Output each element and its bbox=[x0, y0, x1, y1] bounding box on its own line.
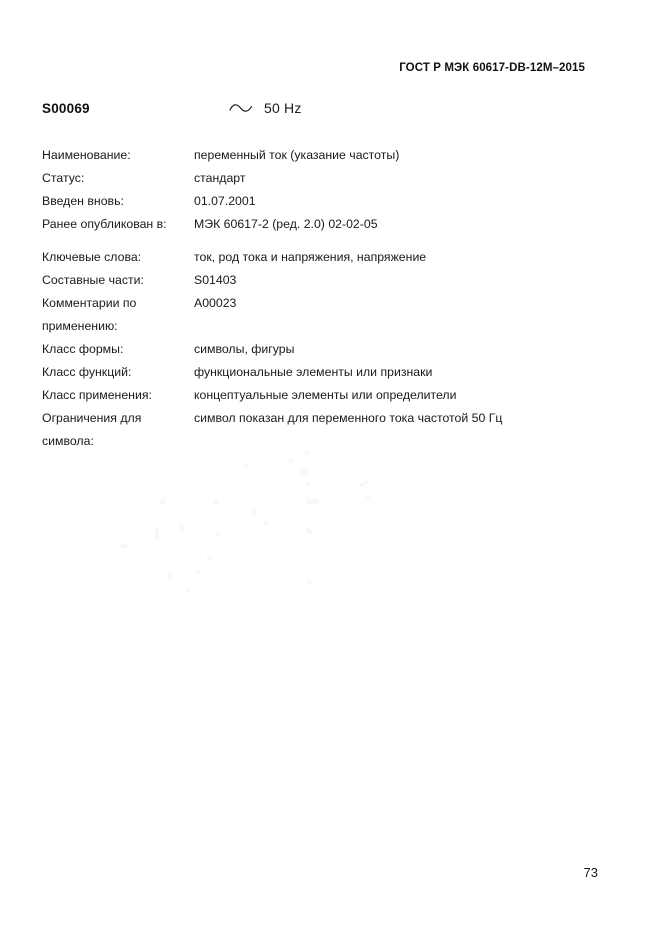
attribute-block bbox=[42, 246, 621, 453]
attribute-row bbox=[42, 361, 621, 384]
attribute-label: Введен вновь: bbox=[42, 194, 124, 208]
attribute-row bbox=[42, 430, 621, 453]
attribute-value: S01403 bbox=[194, 273, 237, 287]
attribute-row bbox=[42, 269, 621, 292]
attribute-label: Статус: bbox=[42, 171, 85, 185]
attribute-label: Ранее опубликован в: bbox=[42, 217, 167, 231]
attribute-label: Класс формы: bbox=[42, 342, 124, 356]
attribute-row bbox=[42, 190, 621, 213]
attribute-value: стандарт bbox=[194, 171, 246, 185]
ac-sine-wave-icon bbox=[229, 101, 253, 115]
attribute-row bbox=[42, 384, 621, 407]
attribute-label: Составные части: bbox=[42, 273, 144, 287]
symbol-identifier: S00069 bbox=[42, 101, 90, 116]
attribute-value: ток, род тока и напряжения, напряжение bbox=[194, 250, 427, 264]
page-number: 73 bbox=[583, 865, 598, 880]
attribute-row bbox=[42, 144, 621, 167]
attribute-value: переменный ток (указание частоты) bbox=[194, 148, 400, 162]
attribute-value: A00023 bbox=[194, 296, 237, 310]
attribute-label: символа: bbox=[42, 434, 94, 448]
attribute-label: Наименование: bbox=[42, 148, 131, 162]
attribute-row bbox=[42, 246, 621, 269]
symbol-graphic-block bbox=[229, 100, 302, 116]
attribute-value: МЭК 60617-2 (ред. 2.0) 02-02-05 bbox=[194, 217, 378, 231]
attribute-label: Класс применения: bbox=[42, 388, 152, 402]
symbol-title-row bbox=[42, 101, 601, 125]
symbol-frequency-label: 50 Hz bbox=[264, 100, 302, 116]
attribute-row bbox=[42, 338, 621, 361]
attribute-list bbox=[42, 144, 621, 453]
attribute-row bbox=[42, 213, 621, 236]
attribute-label: Ключевые слова: bbox=[42, 250, 142, 264]
attribute-label: Ограничения для bbox=[42, 411, 142, 425]
attribute-row bbox=[42, 292, 621, 315]
document-header-standard-number: ГОСТ Р МЭК 60617-DB-12M–2015 bbox=[399, 62, 585, 74]
attribute-row bbox=[42, 407, 621, 430]
attribute-value: символ показан для переменного тока частотой 50 Гц bbox=[194, 411, 503, 425]
attribute-row bbox=[42, 315, 621, 338]
attribute-value: 01.07.2001 bbox=[194, 194, 256, 208]
attribute-label: Комментарии по bbox=[42, 296, 137, 310]
attribute-label: применению: bbox=[42, 319, 118, 333]
attribute-value: концептуальные элементы или определители bbox=[194, 388, 457, 402]
attribute-value: функциональные элементы или признаки bbox=[194, 365, 433, 379]
attribute-value: символы, фигуры bbox=[194, 342, 295, 356]
attribute-label: Класс функций: bbox=[42, 365, 132, 379]
attribute-block bbox=[42, 144, 621, 236]
attribute-row bbox=[42, 167, 621, 190]
